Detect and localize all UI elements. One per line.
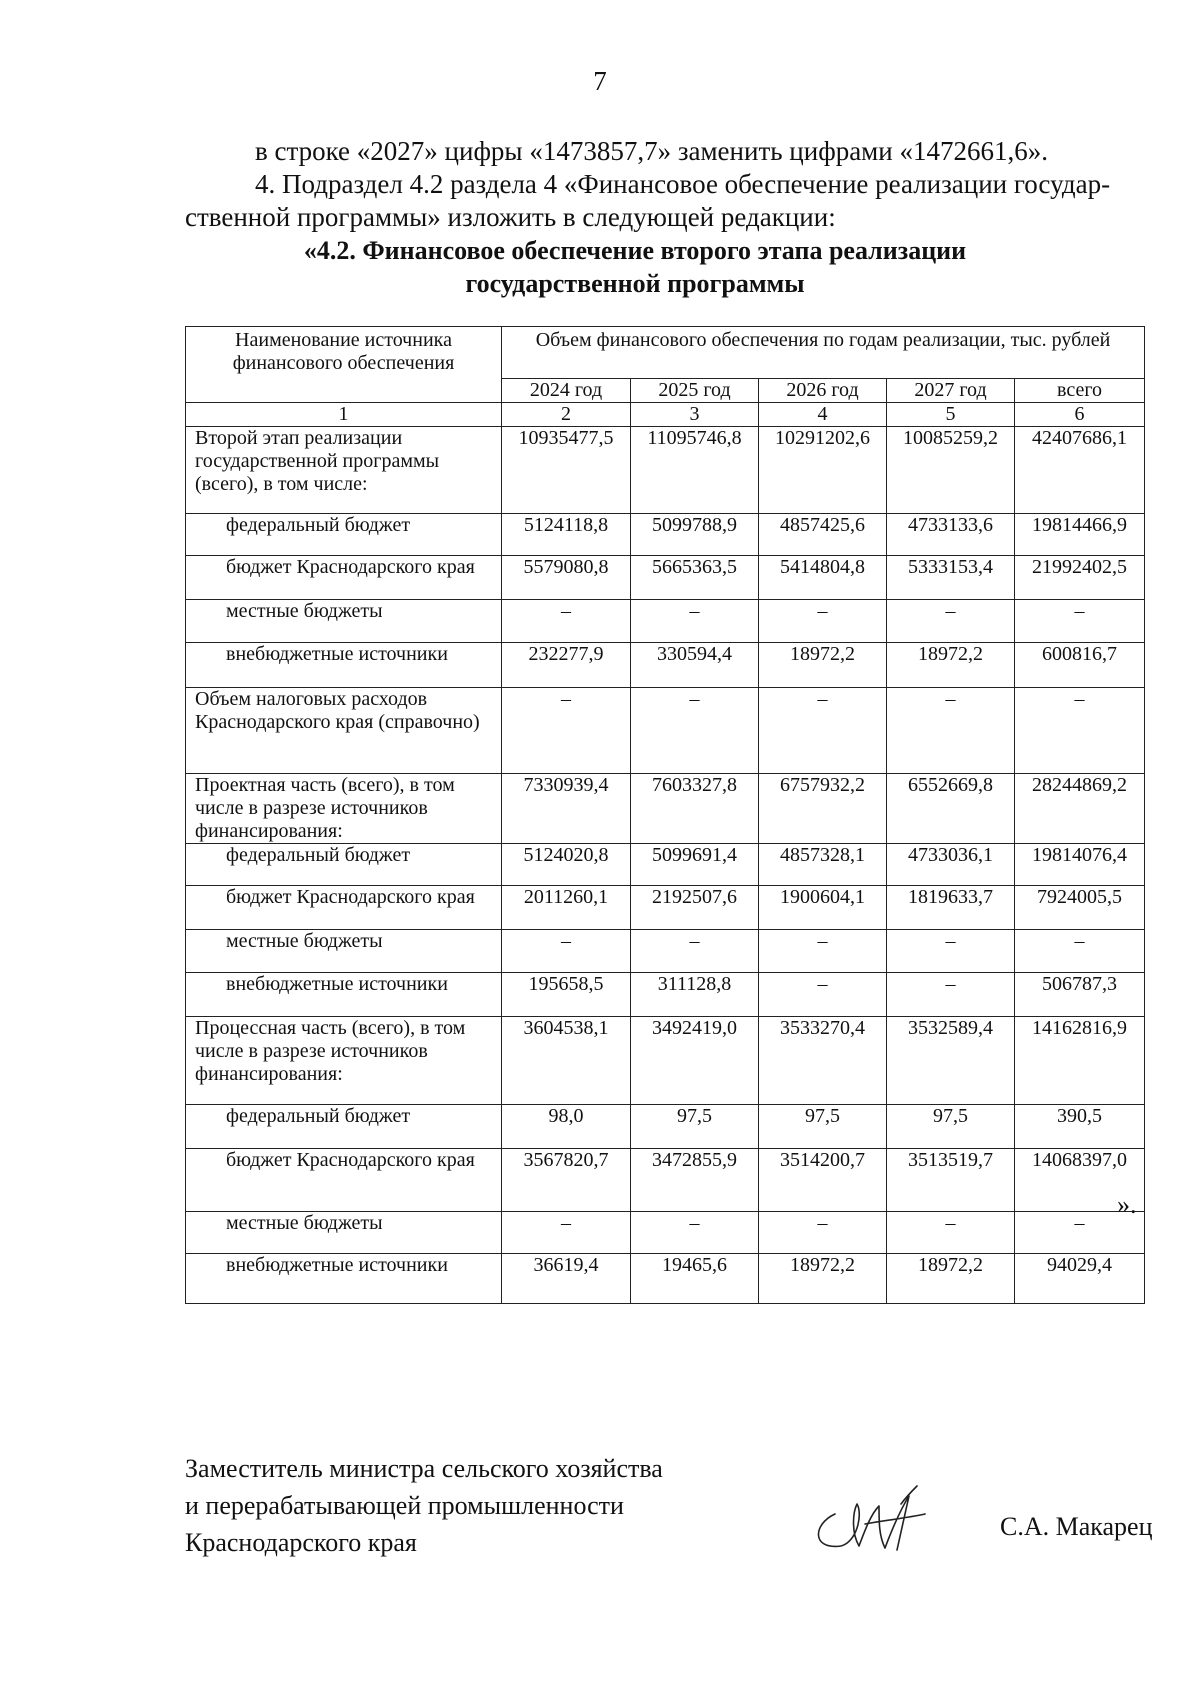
row-value: 97,5 [887, 1105, 1015, 1149]
row-value: 3492419,0 [631, 1017, 759, 1105]
column-number: 3 [631, 403, 759, 427]
row-value: – [759, 1212, 887, 1254]
row-label: местные бюджеты [186, 1212, 502, 1254]
table-row [186, 427, 1145, 514]
row-value: 6757932,2 [759, 774, 887, 844]
row-label: федеральный бюджет [186, 514, 502, 556]
table-row [186, 643, 1145, 688]
header-year: 2025 год [631, 379, 759, 403]
row-value: 390,5 [1015, 1105, 1145, 1149]
row-value: 2011260,1 [502, 886, 631, 930]
table-row [186, 514, 1145, 556]
row-label: внебюджетные источники [186, 643, 502, 688]
row-value: 11095746,8 [631, 427, 759, 514]
row-value: – [631, 688, 759, 774]
header-total: всего [1015, 379, 1145, 403]
row-label: Проектная часть (всего), в том числе в разрезе источников финансирования: [186, 774, 502, 844]
row-label: федеральный бюджет [186, 844, 502, 886]
row-value: – [759, 688, 887, 774]
table-row [186, 886, 1145, 930]
row-value: 4733133,6 [887, 514, 1015, 556]
header-volume: Объем финансового обеспечения по годам реализации, тыс. рублей [502, 327, 1145, 379]
signatory-name: С.А. Макарец [1000, 1512, 1153, 1541]
header-year: 2027 год [887, 379, 1015, 403]
paragraph-line-2: 4. Подраздел 4.2 раздела 4 «Финансовое обеспечение реализации государ- [255, 169, 1111, 199]
row-value: – [631, 930, 759, 973]
row-value: 36619,4 [502, 1254, 631, 1304]
table-row [186, 1105, 1145, 1149]
row-value: 7603327,8 [631, 774, 759, 844]
row-value: 18972,2 [887, 643, 1015, 688]
section-title-line-1: «4.2. Финансовое обеспечение второго этапа реализации [303, 236, 967, 265]
row-value: – [1015, 600, 1145, 643]
row-label: внебюджетные источники [186, 1254, 502, 1304]
row-value: – [502, 688, 631, 774]
column-number: 5 [887, 403, 1015, 427]
section-title-line-2: государственной программы [465, 269, 805, 298]
row-value: 3514200,7 [759, 1149, 887, 1212]
table-row [186, 774, 1145, 844]
row-value: 5414804,8 [759, 556, 887, 600]
row-label: бюджет Краснодарского края [186, 556, 502, 600]
row-value: 600816,7 [1015, 643, 1145, 688]
row-label: бюджет Краснодарского края [186, 1149, 502, 1212]
row-value: – [759, 973, 887, 1017]
row-value: – [1015, 930, 1145, 973]
signatory-line-2: и перерабатывающей промышленности [185, 1491, 624, 1520]
row-value: – [502, 930, 631, 973]
paragraph-line-3: ственной программы» изложить в следующей редакции: [185, 202, 836, 232]
row-value: 19814466,9 [1015, 514, 1145, 556]
table-row [186, 1017, 1145, 1105]
table-row [186, 688, 1145, 774]
row-value: – [502, 600, 631, 643]
row-value: 3567820,7 [502, 1149, 631, 1212]
row-value: 232277,9 [502, 643, 631, 688]
row-value: 3513519,7 [887, 1149, 1015, 1212]
row-value: 311128,8 [631, 973, 759, 1017]
row-value: 94029,4 [1015, 1254, 1145, 1304]
row-label: Объем налоговых расходов Краснодарского края (справочно) [186, 688, 502, 774]
table-row [186, 1212, 1145, 1254]
table-row [186, 556, 1145, 600]
header-source: Наименование источника финансового обеспечения [186, 327, 502, 403]
row-value: 21992402,5 [1015, 556, 1145, 600]
row-value: 5333153,4 [887, 556, 1015, 600]
signatory-line-1: Заместитель министра сельского хозяйства [185, 1454, 663, 1483]
row-value: – [887, 930, 1015, 973]
row-value: – [502, 1212, 631, 1254]
row-value: 18972,2 [887, 1254, 1015, 1304]
row-value: – [631, 1212, 759, 1254]
row-value: 6552669,8 [887, 774, 1015, 844]
row-value: 3604538,1 [502, 1017, 631, 1105]
row-value: 10935477,5 [502, 427, 631, 514]
row-value: 4733036,1 [887, 844, 1015, 886]
row-value: 506787,3 [1015, 973, 1145, 1017]
column-number: 2 [502, 403, 631, 427]
row-value: 14162816,9 [1015, 1017, 1145, 1105]
row-value: 18972,2 [759, 643, 887, 688]
table-body [186, 427, 1145, 1304]
page-number: 7 [593, 66, 607, 96]
row-value: 330594,4 [631, 643, 759, 688]
row-value: – [759, 930, 887, 973]
table-row [186, 1149, 1145, 1212]
column-number: 4 [759, 403, 887, 427]
header-year: 2024 год [502, 379, 631, 403]
row-value: 19814076,4 [1015, 844, 1145, 886]
row-value: – [887, 973, 1015, 1017]
row-value: 5665363,5 [631, 556, 759, 600]
signature-image [805, 1484, 935, 1556]
row-value: 3472855,9 [631, 1149, 759, 1212]
row-value: 1819633,7 [887, 886, 1015, 930]
row-value: 5124020,8 [502, 844, 631, 886]
table-row [186, 600, 1145, 643]
row-label: федеральный бюджет [186, 1105, 502, 1149]
row-value: 97,5 [631, 1105, 759, 1149]
row-value: 4857328,1 [759, 844, 887, 886]
row-value: 5099691,4 [631, 844, 759, 886]
row-label: местные бюджеты [186, 930, 502, 973]
row-value: – [887, 1212, 1015, 1254]
row-value: 10085259,2 [887, 427, 1015, 514]
row-value: 5124118,8 [502, 514, 631, 556]
row-value: 28244869,2 [1015, 774, 1145, 844]
table-row [186, 844, 1145, 886]
row-value: 98,0 [502, 1105, 631, 1149]
row-value: 19465,6 [631, 1254, 759, 1304]
row-value: 195658,5 [502, 973, 631, 1017]
row-value: – [887, 600, 1015, 643]
signatory-title [185, 1450, 663, 1561]
header-year: 2026 год [759, 379, 887, 403]
row-value: – [759, 600, 887, 643]
column-number: 6 [1015, 403, 1145, 427]
table-row [186, 1254, 1145, 1304]
row-label: внебюджетные источники [186, 973, 502, 1017]
row-value: 5099788,9 [631, 514, 759, 556]
row-value: 14068397,0 [1015, 1149, 1145, 1212]
row-label: местные бюджеты [186, 600, 502, 643]
row-value: – [1015, 1212, 1145, 1254]
row-label: Второй этап реализации государственной программы (всего), в том числе: [186, 427, 502, 514]
row-value: 5579080,8 [502, 556, 631, 600]
row-value: 18972,2 [759, 1254, 887, 1304]
row-value: 3532589,4 [887, 1017, 1015, 1105]
row-value: 1900604,1 [759, 886, 887, 930]
row-value: 10291202,6 [759, 427, 887, 514]
closing-quote: ». [1117, 1190, 1137, 1219]
column-number: 1 [186, 403, 502, 427]
row-value: – [1015, 688, 1145, 774]
signatory-line-3: Краснодарского края [185, 1528, 417, 1557]
financing-table [185, 326, 1145, 1304]
row-value: 4857425,6 [759, 514, 887, 556]
row-value: 2192507,6 [631, 886, 759, 930]
table-row [186, 930, 1145, 973]
row-value: – [887, 688, 1015, 774]
row-label: бюджет Краснодарского края [186, 886, 502, 930]
row-value: 42407686,1 [1015, 427, 1145, 514]
row-value: – [631, 600, 759, 643]
paragraph-line-1: в строке «2027» цифры «1473857,7» заменить цифрами «1472661,6». [255, 136, 1048, 166]
row-value: 7924005,5 [1015, 886, 1145, 930]
row-value: 3533270,4 [759, 1017, 887, 1105]
table-row [186, 973, 1145, 1017]
row-value: 97,5 [759, 1105, 887, 1149]
row-value: 7330939,4 [502, 774, 631, 844]
row-label: Процессная часть (всего), в том числе в разрезе источников финансирования: [186, 1017, 502, 1105]
